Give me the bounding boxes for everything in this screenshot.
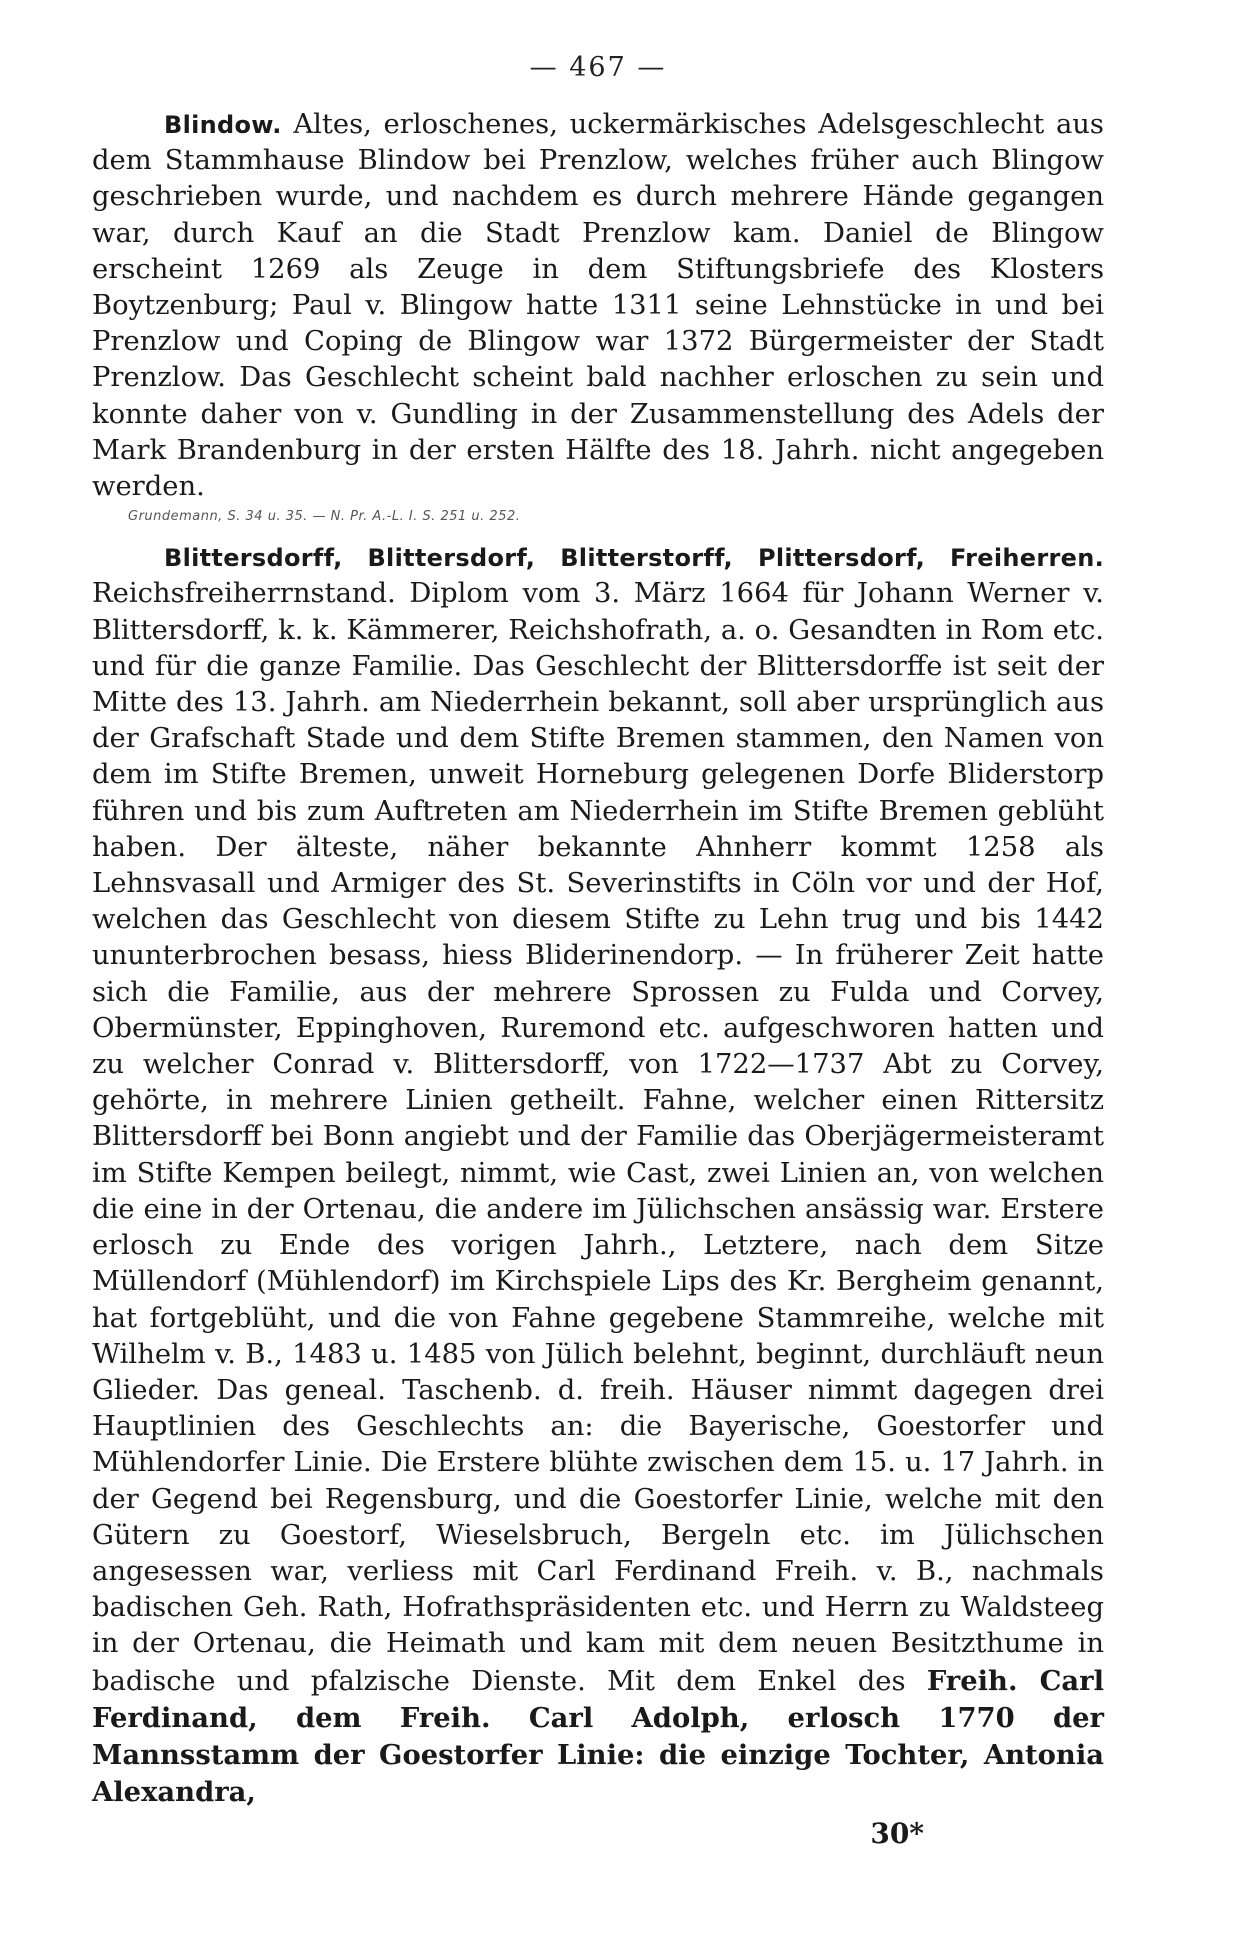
entry-heading: Blindow. (164, 111, 282, 139)
page-number: — 467 — (529, 52, 667, 83)
entry-heading: Blittersdorff, Blittersdorf, Blitterstorff, Plittersdorf, Freiherren. (164, 544, 1104, 573)
document-page (92, 52, 1104, 1850)
entry-body: Reichsfreiherrnstand. Diplom vom 3. März 1664 für Johann Werner v. Blittersdorff, k. k. Kämmerer, Reichshofrath, a. o. Gesandten in Rom etc. und für die ganze Familie. Das Geschlecht der Blittersdorffe ist seit der Mitte des 13. Jahrh. am Niederrhein bekannt, soll aber ursprünglich aus der Grafschaft Stade und dem Stifte Bremen stammen, den Namen von dem im Stifte Bremen, unweit Horneburg gelegenen Dorfe Bliderstorp führen und bis zum Auftreten am Niederrhein im Stifte Bremen geblüht haben. Der älteste, näher bekannte Ahnherr kommt 1258 als Lehnsvasall und Armiger des St. Severinstifts in Cöln vor und der Hof, welchen das Geschlecht von diesem Stifte zu Lehn trug und bis 1442 ununterbrochen besass, hiess Bliderinendorp. — In früherer Zeit hatte sich die Familie, aus der mehrere Sprossen zu Fulda und Corvey, Obermünster, Eppinghoven, Ruremond etc. aufgeschworen hatten und zu welcher Conrad v. Blittersdorff, von 1722—1737 Abt zu Corvey, gehörte, in mehrere Linien getheilt. Fahne, welcher einen Rittersitz Blittersdorff bei Bonn angiebt und der Familie das Oberjägermeisteramt im Stifte Kempen beilegt, nimmt, wie Cast, zwei Linien an, von welchen die eine in der Ortenau, die andere im Jülichschen ansässig war. Erstere erlosch zu Ende des vorigen Jahrh., Letztere, nach dem Sitze Müllendorf (Mühlendorf) im Kirchspiele Lips des Kr. Bergheim genannt, hat fortgeblüht, und die von Fahne gegebene Stammreihe, welche mit Wilhelm v. B., 1483 u. 1485 von Jülich belehnt, beginnt, durchläuft neun Glieder. Das geneal. Taschenb. d. freih. Häuser nimmt dagegen drei Hauptlinien des Geschlechts an: die Bayerische, Goestorfer und Mühlendorfer Linie. Die Erstere blühte zwischen dem 15. u. 17 Jahrh. in der Gegend bei Regensburg, und die Goestorfer Linie, welche mit den Gütern zu Goestorf, Wieselsbruch, Bergeln etc. im Jülichschen angesessen war, verliess mit Carl Ferdinand Freih. v. B., nachmals badischen Geh. Rath, Hofrathspräsidenten etc. und Herrn zu Waldsteeg in der Ortenau, die Heimath und kam mit dem neuen Besitzthume in badische und pfalzische Dienste. Mit dem Enkel des (92, 578, 1104, 1697)
entry-blindow (92, 107, 1104, 505)
entry-body: Altes, erloschenes, uckermärkisches Adelsgeschlecht aus dem Stammhause Blindow bei Prenzlow, welches früher auch Blingow geschrieben wurde, und nachdem es durch mehrere Hände gegangen war, durch Kauf an die Stadt Prenzlow kam. Daniel de Blingow erscheint 1269 als Zeuge in dem Stiftungsbriefe des Klosters Boytzenburg; Paul v. Blingow hatte 1311 seine Lehnstücke in und bei Prenzlow und Coping de Blingow war 1372 Bürgermeister der Stadt Prenzlow. Das Geschlecht scheint bald nachher erloschen zu sein und konnte daher von v. Gundling in der Zusammenstellung des Adels der Mark Brandenburg in der ersten Hälfte des 18. Jahrh. nicht angegeben werden. (92, 109, 1104, 503)
entry-body-bold: Freih. Carl Ferdinand, dem Freih. Carl Adolph, erlosch 1770 der Mannsstamm der Goestorfer Linie: die einzige Tochter, Antonia Alexandra, (92, 1664, 1104, 1809)
entry-blittersdorff (92, 540, 1104, 1811)
entry-source: Grundemann, S. 34 u. 35. — N. Pr. A.-L. I. S. 251 u. 252. (128, 509, 521, 525)
signature-mark: 30* (870, 1817, 924, 1851)
